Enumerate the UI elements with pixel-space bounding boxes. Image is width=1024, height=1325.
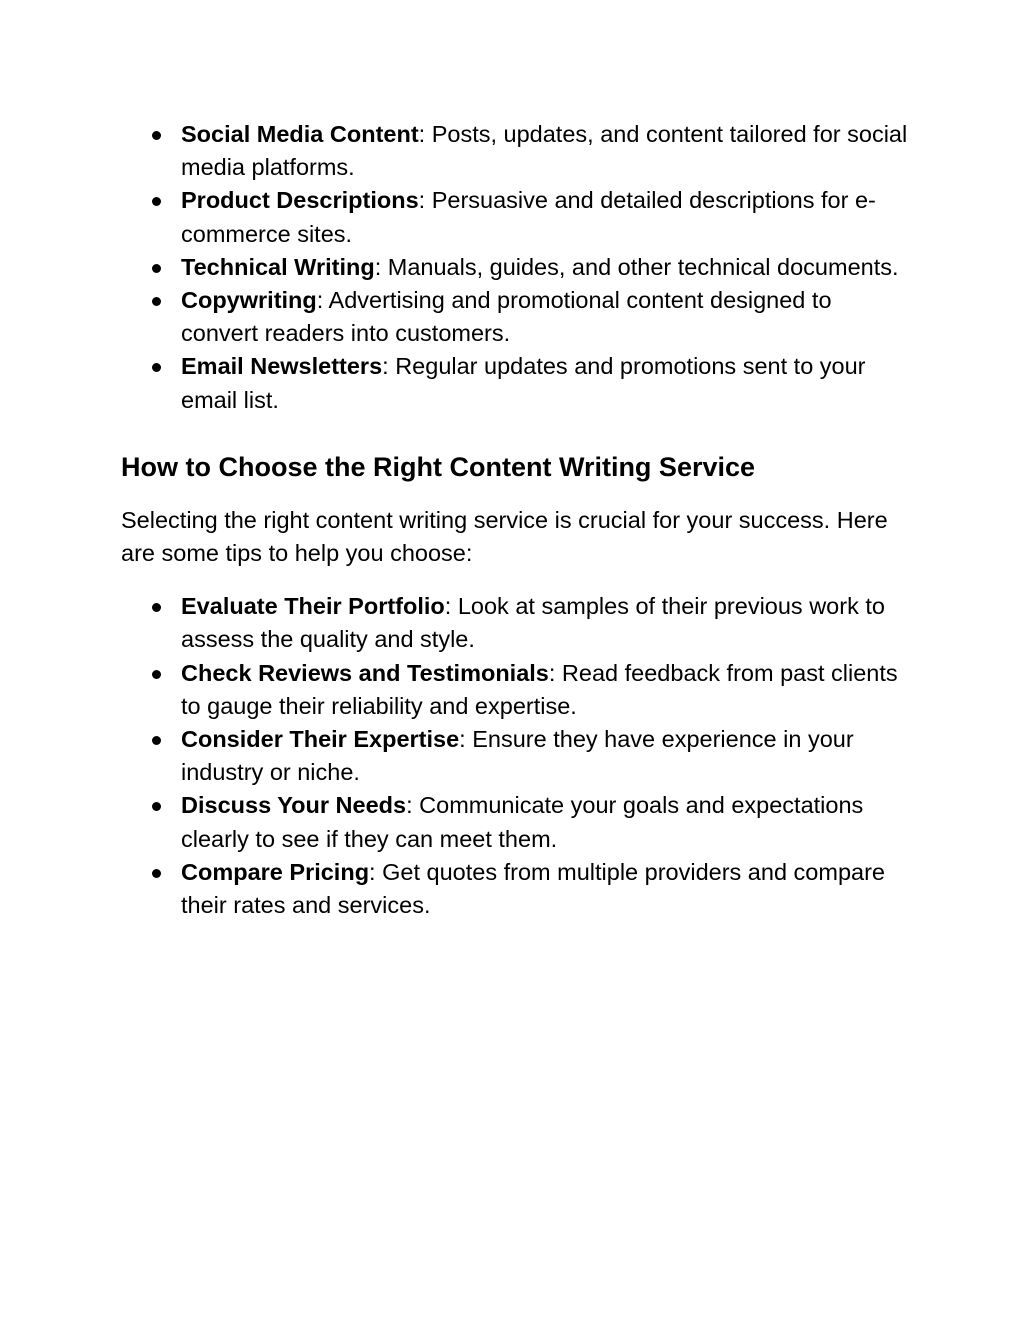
section-heading: How to Choose the Right Content Writing Service — [121, 451, 756, 482]
bullet-icon — [152, 603, 161, 612]
list-item — [181, 284, 911, 350]
bullet-icon — [152, 197, 161, 206]
list-item — [181, 590, 911, 656]
choosing-tips-list — [121, 590, 911, 922]
bullet-icon — [152, 869, 161, 878]
section-intro: Selecting the right content writing service is crucial for your success. Here are some tips to help you choose: — [121, 506, 888, 567]
list-item-term: Consider Their Expertise — [181, 726, 460, 753]
list-item-term: Discuss Your Needs — [181, 792, 407, 819]
bullet-icon — [152, 736, 161, 745]
bullet-icon — [152, 670, 161, 679]
bullet-icon — [152, 802, 161, 811]
list-item-term: Email Newsletters — [181, 353, 383, 380]
list-item-term: Product Descriptions — [181, 187, 419, 214]
list-item-description: : Persuasive and detailed descriptions for e-commerce sites. — [181, 187, 876, 247]
list-item-description: : Look at samples of their previous work to assess the quality and style. — [181, 593, 885, 653]
list-item-description: : Manuals, guides, and other technical documents. — [374, 253, 899, 280]
list-item-description: : Communicate your goals and expectations clearly to see if they can meet them. — [181, 792, 864, 852]
list-item — [181, 350, 911, 416]
bullet-icon — [152, 264, 161, 273]
list-item — [181, 657, 911, 723]
list-item-description: : Read feedback from past clients to gauge their reliability and expertise. — [181, 659, 898, 719]
list-item — [181, 118, 911, 184]
list-item-description: : Posts, updates, and content tailored for social media platforms. — [181, 121, 908, 181]
list-item — [181, 251, 911, 284]
list-item-description: : Regular updates and promotions sent to your email list. — [181, 353, 866, 413]
list-item-term: Copywriting — [181, 287, 317, 314]
bullet-icon — [152, 363, 161, 372]
list-item-description: : Advertising and promotional content designed to convert readers into customers. — [181, 287, 832, 347]
content-types-list — [121, 118, 911, 417]
list-item — [181, 789, 911, 855]
list-item-description: : Ensure they have experience in your industry or niche. — [181, 726, 854, 786]
list-item — [181, 723, 911, 789]
list-item-term: Check Reviews and Testimonials — [181, 659, 549, 686]
list-item-term: Evaluate Their Portfolio — [181, 593, 445, 620]
bullet-icon — [152, 297, 161, 306]
bullet-icon — [152, 131, 161, 140]
list-item — [181, 856, 911, 922]
list-item-term: Technical Writing — [181, 253, 375, 280]
list-item-term: Compare Pricing — [181, 858, 370, 885]
list-item-description: : Get quotes from multiple providers and compare their rates and services. — [181, 858, 885, 919]
list-item-term: Social Media Content — [181, 121, 419, 147]
list-item — [181, 184, 911, 250]
document-page — [121, 118, 911, 922]
